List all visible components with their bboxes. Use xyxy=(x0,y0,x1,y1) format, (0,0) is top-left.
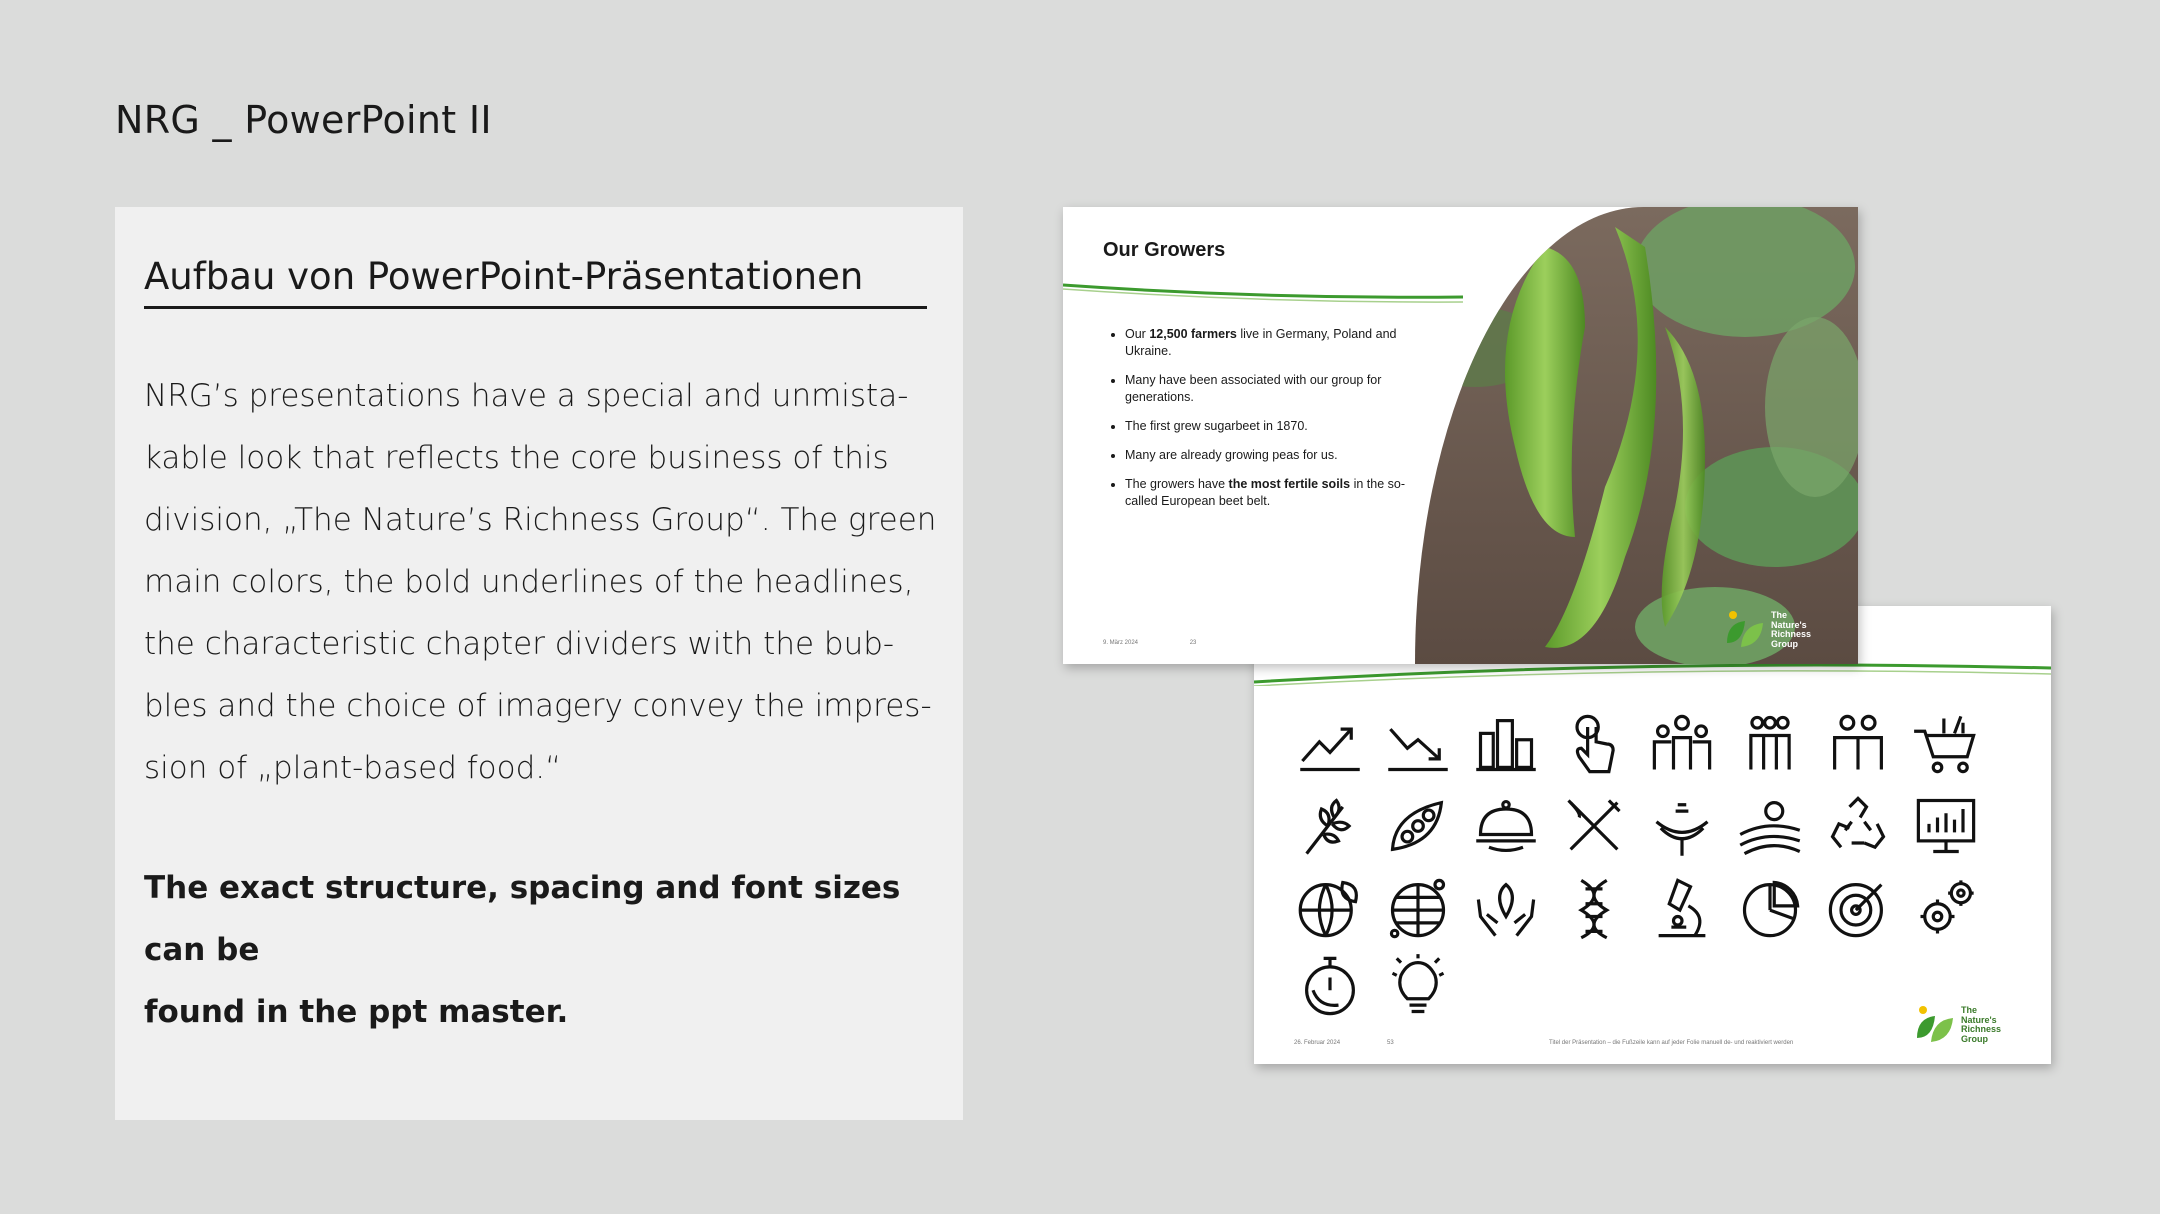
slide1-title: Our Growers xyxy=(1103,239,1226,261)
title-swoosh xyxy=(1063,277,1463,307)
target-icon xyxy=(1824,874,1892,942)
bullet-item: • Many are already growing peas for us. xyxy=(1125,447,1415,464)
body-line: bles and the choice of imagery convey the impres- xyxy=(144,688,932,724)
globe-leaf-icon xyxy=(1296,874,1364,942)
footer-date: 26. Februar 2024 xyxy=(1294,1040,1341,1046)
logo-text: The Nature's Richness Group xyxy=(1961,1005,2002,1044)
bullet-item: • The first grew sugarbeet in 1870. xyxy=(1125,418,1415,435)
monitor-chart-icon xyxy=(1912,792,1980,860)
hands-leaf-icon xyxy=(1472,874,1540,942)
body-line: kable look that reflects the core business of this xyxy=(144,440,889,476)
card-bold-note xyxy=(144,857,934,1043)
trend-down-icon xyxy=(1384,710,1452,778)
nrg-logo xyxy=(1723,607,1853,657)
peapod-icon xyxy=(1384,792,1452,860)
hand-pointer-icon xyxy=(1560,710,1628,778)
globe-network-icon xyxy=(1384,874,1452,942)
team-three-icon xyxy=(1648,710,1716,778)
microscope-icon xyxy=(1648,874,1716,942)
buildings-icon xyxy=(1472,710,1540,778)
fork-knife-icon xyxy=(1560,792,1628,860)
trend-up-icon xyxy=(1296,710,1364,778)
team-people-icon xyxy=(1824,710,1892,778)
dna-icon xyxy=(1560,874,1628,942)
logo-bubbles-icon xyxy=(1723,607,1771,649)
bean-plant-photo xyxy=(1415,207,1858,664)
pie-chart-icon xyxy=(1736,874,1804,942)
field-sun-icon xyxy=(1736,792,1804,860)
bold-line: found in the ppt master. xyxy=(144,994,569,1030)
slide1-bullets xyxy=(1105,326,1415,522)
slide2-footer xyxy=(1294,1040,1794,1046)
stopwatch-icon xyxy=(1296,952,1364,1020)
logo-bubbles-icon xyxy=(1913,1002,1961,1044)
body-line: NRG’s presentations have a special and unmista- xyxy=(144,378,909,414)
recycle-icon xyxy=(1824,792,1892,860)
footer-date: 9. März 2024 xyxy=(1103,640,1139,646)
bullet-item: • The growers have the most fertile soils in the so-called European beet belt. xyxy=(1125,476,1415,510)
gears-icon xyxy=(1912,874,1980,942)
body-line: sion of „plant-based food.“ xyxy=(144,750,562,786)
slide-our-growers-preview xyxy=(1063,207,1858,664)
body-line: the characteristic chapter dividers with the bub- xyxy=(144,626,895,662)
footer-page: 53 xyxy=(1387,1040,1394,1046)
lightbulb-icon xyxy=(1384,952,1452,1020)
shopping-cart-icon xyxy=(1912,710,1980,778)
bullet-item: • Many have been associated with our group for generations. xyxy=(1125,372,1415,406)
slide1-footer xyxy=(1103,640,1246,646)
wheat-icon xyxy=(1296,792,1364,860)
card-body xyxy=(144,365,937,799)
footer-page: 23 xyxy=(1189,640,1197,646)
team-group-icon xyxy=(1736,710,1804,778)
logo-text: The Nature's Richness Group xyxy=(1771,610,1812,649)
text-card xyxy=(115,207,963,1120)
card-heading: Aufbau von PowerPoint-Präsentationen xyxy=(144,255,927,309)
slide-icons-preview xyxy=(1254,606,2051,1064)
body-line: main colors, the bold underlines of the headlines, xyxy=(144,564,914,600)
bold-line: The exact structure, spacing and font sizes can be xyxy=(144,870,901,968)
bullet-item: • Our 12,500 farmers live in Germany, Poland and Ukraine. xyxy=(1125,326,1415,360)
page-title: NRG _ PowerPoint II xyxy=(115,98,492,142)
sausage-icon xyxy=(1648,792,1716,860)
footer-title: Titel der Präsentation – die Fußzeile kann auf jeder Folie manuell de- und reaktiviert werden xyxy=(1549,1040,1794,1046)
cloche-icon xyxy=(1472,792,1540,860)
body-line: division, „The Nature’s Richness Group“. The green xyxy=(144,502,937,538)
